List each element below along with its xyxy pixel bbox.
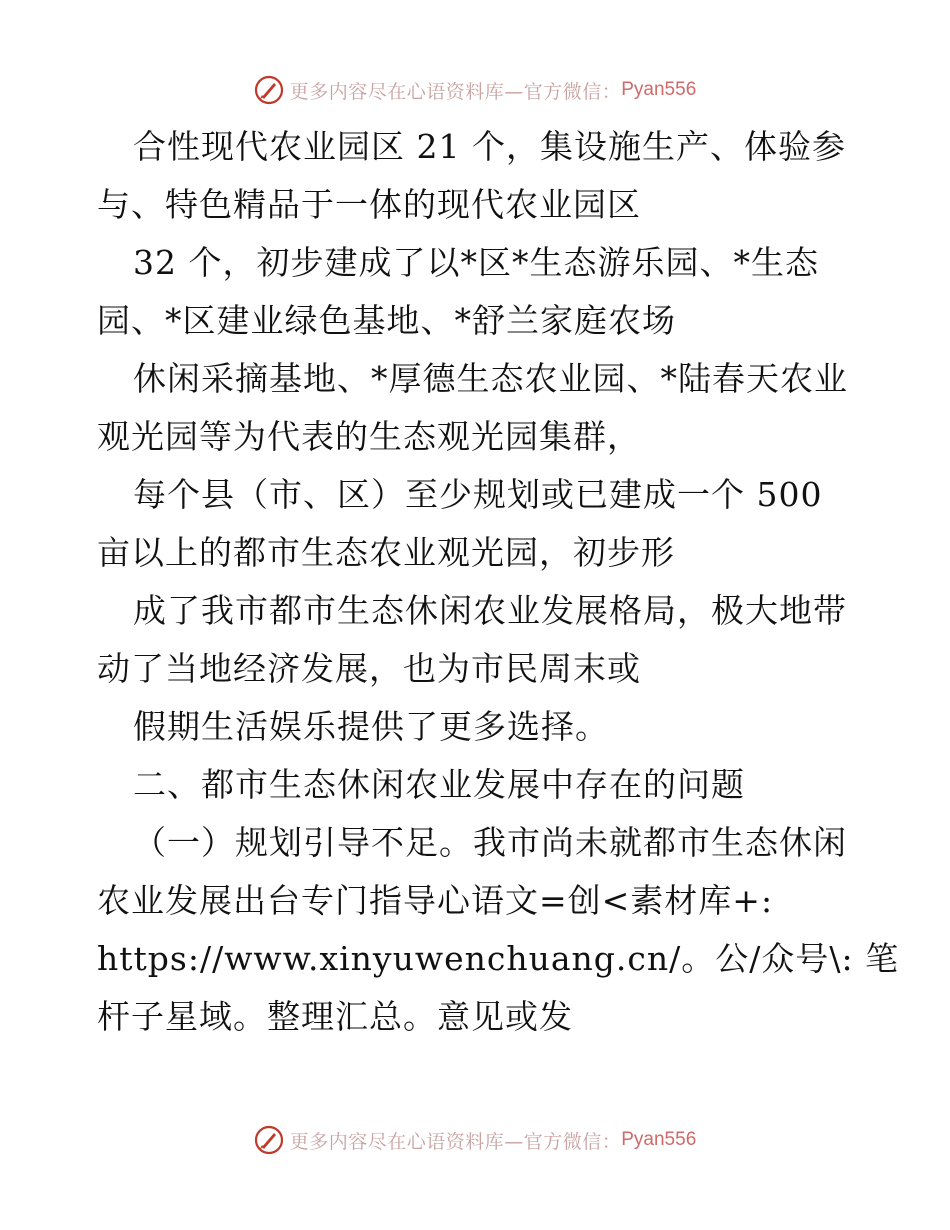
text-line: 每个县（市、区）至少规划或已建成一个 500 — [133, 475, 823, 514]
text-line: 假期生活娱乐提供了更多选择。 — [133, 707, 609, 746]
text-line: 合性现代农业园区 21 个，集设施生产、体验参 — [133, 127, 846, 166]
text-line: 成了我市都市生态休闲农业发展格局，极大地带 — [133, 591, 847, 630]
text-line: 杆子星域。整理汇总。意见或发 — [97, 997, 573, 1036]
text-line: （一）规划引导不足。我市尚未就都市生态休闲 — [133, 823, 847, 862]
text-line: https://www.xinyuwenchuang.cn/。公/众号\: 笔 — [97, 939, 900, 978]
document-body — [97, 118, 900, 1046]
text-line: 农业发展出台专门指导心语文=创<素材库+: — [97, 881, 774, 920]
header-watermark-banner — [0, 70, 950, 110]
watermark-text: 更多内容尽在心语资料库—官方微信： — [289, 1130, 622, 1153]
quill-logo-icon — [254, 75, 284, 105]
wechat-id: Pyan556 — [621, 79, 697, 100]
text-line: 二、都市生态休闲农业发展中存在的问题 — [133, 765, 745, 804]
quill-logo-icon — [254, 1125, 284, 1155]
text-line: 亩以上的都市生态农业观光园，初步形 — [97, 533, 675, 572]
text-line: 32 个，初步建成了以*区*生态游乐园、*生态 — [133, 243, 819, 282]
footer-watermark-banner — [0, 1120, 950, 1160]
text-line: 动了当地经济发展，也为市民周末或 — [97, 649, 641, 688]
text-line: 休闲采摘基地、*厚德生态农业园、*陆春天农业 — [133, 359, 848, 398]
text-line: 园、*区建业绿色基地、*舒兰家庭农场 — [97, 301, 676, 340]
wechat-id: Pyan556 — [621, 1129, 697, 1150]
watermark-text: 更多内容尽在心语资料库—官方微信： — [289, 80, 622, 103]
text-line: 观光园等为代表的生态观光园集群， — [97, 417, 641, 456]
text-line: 与、特色精品于一体的现代农业园区 — [97, 185, 641, 224]
